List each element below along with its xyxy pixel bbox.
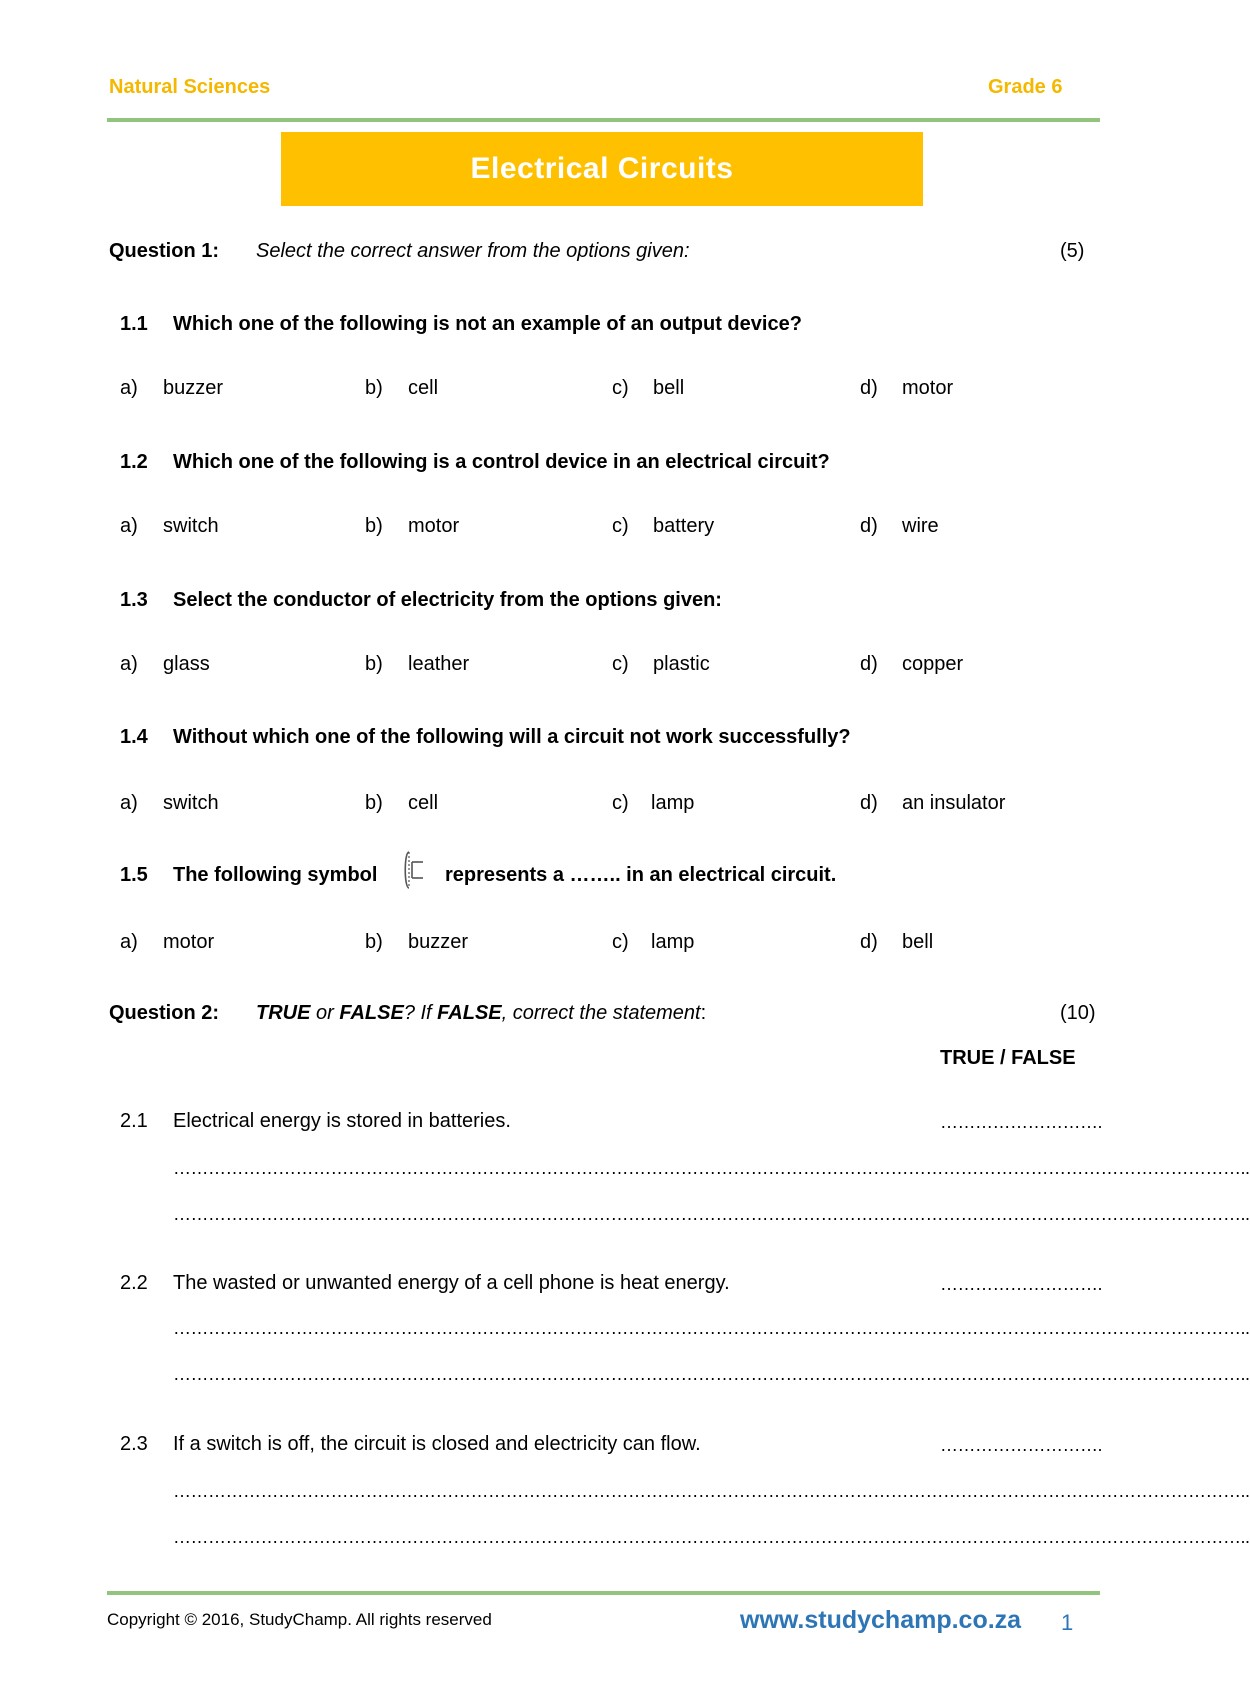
option-text: motor <box>902 377 954 399</box>
option-letter: c) <box>612 653 629 675</box>
website-link[interactable]: www.studychamp.co.za <box>740 1606 1022 1634</box>
question-text: Select the conductor of electricity from the options given: <box>173 589 722 611</box>
question-text-end: represents a …….. in an electrical circuit. <box>445 864 837 886</box>
question1-instruction: Select the correct answer from the options given: <box>256 240 690 262</box>
correction-line[interactable]: ………………………………………………………………………………………………………………………………………………………………….. <box>173 1527 1250 1547</box>
option-text: buzzer <box>163 377 224 399</box>
option-letter: a) <box>120 653 138 675</box>
option-text: glass <box>163 653 210 675</box>
option-text: switch <box>163 792 219 814</box>
grade-label: Grade 6 <box>988 76 1063 98</box>
option-text: switch <box>163 515 219 537</box>
statement-text: The wasted or unwanted energy of a cell phone is heat energy. <box>173 1272 730 1294</box>
option-text: motor <box>408 515 460 537</box>
statement-number: 2.3 <box>120 1433 148 1455</box>
instruction-false-2: FALSE <box>437 1002 502 1024</box>
option-text: leather <box>408 653 470 675</box>
correction-line[interactable]: ………………………………………………………………………………………………………………………………………………………………….. <box>173 1481 1250 1501</box>
option-text: motor <box>163 931 215 953</box>
option-text: an insulator <box>902 792 1006 814</box>
title-banner <box>281 132 923 206</box>
bell-symbol-icon <box>403 848 433 892</box>
instruction-false: FALSE <box>339 1002 404 1024</box>
instruction-or: or <box>310 1002 340 1024</box>
question-number: 1.4 <box>120 726 148 748</box>
question1-label: Question 1: <box>109 240 220 262</box>
statement-text: Electrical energy is stored in batteries. <box>173 1110 511 1132</box>
statement-text: If a switch is off, the circuit is closed and electricity can flow. <box>173 1433 701 1455</box>
option-text: bell <box>902 931 934 953</box>
option-letter: b) <box>365 792 383 814</box>
option-letter: b) <box>365 377 383 399</box>
option-letter: b) <box>365 931 383 953</box>
correction-line[interactable]: ………………………………………………………………………………………………………………………………………………………………….. <box>173 1204 1250 1224</box>
question2-marks: (10) <box>1060 1002 1096 1024</box>
option-text: wire <box>902 515 939 537</box>
page-number: 1 <box>1061 1610 1074 1635</box>
question-number: 1.1 <box>120 313 148 335</box>
option-text: buzzer <box>408 931 469 953</box>
question-text: Which one of the following is a control device in an electrical circuit? <box>173 451 830 473</box>
option-letter: c) <box>612 377 629 399</box>
option-letter: d) <box>860 377 878 399</box>
header-divider <box>107 118 1100 122</box>
true-false-answer-line[interactable]: ………………………. <box>940 1274 1103 1294</box>
option-letter: a) <box>120 792 138 814</box>
option-text: cell <box>408 792 439 814</box>
question1-marks: (5) <box>1060 240 1085 262</box>
page-title: Electrical Circuits <box>470 152 734 185</box>
option-letter: d) <box>860 931 878 953</box>
true-false-answer-line[interactable]: ………………………. <box>940 1435 1103 1455</box>
footer-divider <box>107 1591 1100 1595</box>
option-letter: c) <box>612 792 629 814</box>
option-text: cell <box>408 377 439 399</box>
copyright-text: Copyright © 2016, StudyChamp. All rights reserved <box>107 1610 492 1629</box>
option-letter: d) <box>860 653 878 675</box>
option-letter: a) <box>120 931 138 953</box>
option-letter: a) <box>120 515 138 537</box>
option-letter: b) <box>365 653 383 675</box>
option-text: copper <box>902 653 964 675</box>
option-letter: a) <box>120 377 138 399</box>
correction-line[interactable]: ………………………………………………………………………………………………………………………………………………………………….. <box>173 1158 1250 1178</box>
option-text: lamp <box>651 792 695 814</box>
correction-line[interactable]: ………………………………………………………………………………………………………………………………………………………………….. <box>173 1318 1250 1338</box>
statement-number: 2.1 <box>120 1110 148 1132</box>
question-number: 1.5 <box>120 864 148 886</box>
correction-line[interactable]: ………………………………………………………………………………………………………………………………………………………………….. <box>173 1364 1250 1384</box>
true-false-header: TRUE / FALSE <box>940 1047 1076 1069</box>
question-number: 1.3 <box>120 589 148 611</box>
option-letter: c) <box>612 931 629 953</box>
question-text: Without which one of the following will a circuit not work successfully? <box>173 726 851 748</box>
option-letter: c) <box>612 515 629 537</box>
instruction-colon: : <box>700 1002 707 1024</box>
option-text: lamp <box>651 931 695 953</box>
instruction-rest: , correct the statement <box>501 1002 701 1024</box>
question2-label: Question 2: <box>109 1002 220 1024</box>
option-letter: b) <box>365 515 383 537</box>
option-text: plastic <box>653 653 710 675</box>
option-letter: d) <box>860 792 878 814</box>
option-letter: d) <box>860 515 878 537</box>
option-text: battery <box>653 515 715 537</box>
true-false-answer-line[interactable]: ………………………. <box>940 1112 1103 1132</box>
instruction-if: ? If <box>403 1002 438 1024</box>
question-text: Which one of the following is not an example of an output device? <box>173 313 802 335</box>
subject-label: Natural Sciences <box>109 76 271 98</box>
question-number: 1.2 <box>120 451 148 473</box>
question2-instruction <box>256 1002 706 1025</box>
option-text: bell <box>653 377 685 399</box>
question-text-start: The following symbol <box>173 864 378 886</box>
statement-number: 2.2 <box>120 1272 148 1294</box>
instruction-true: TRUE <box>256 1002 311 1024</box>
